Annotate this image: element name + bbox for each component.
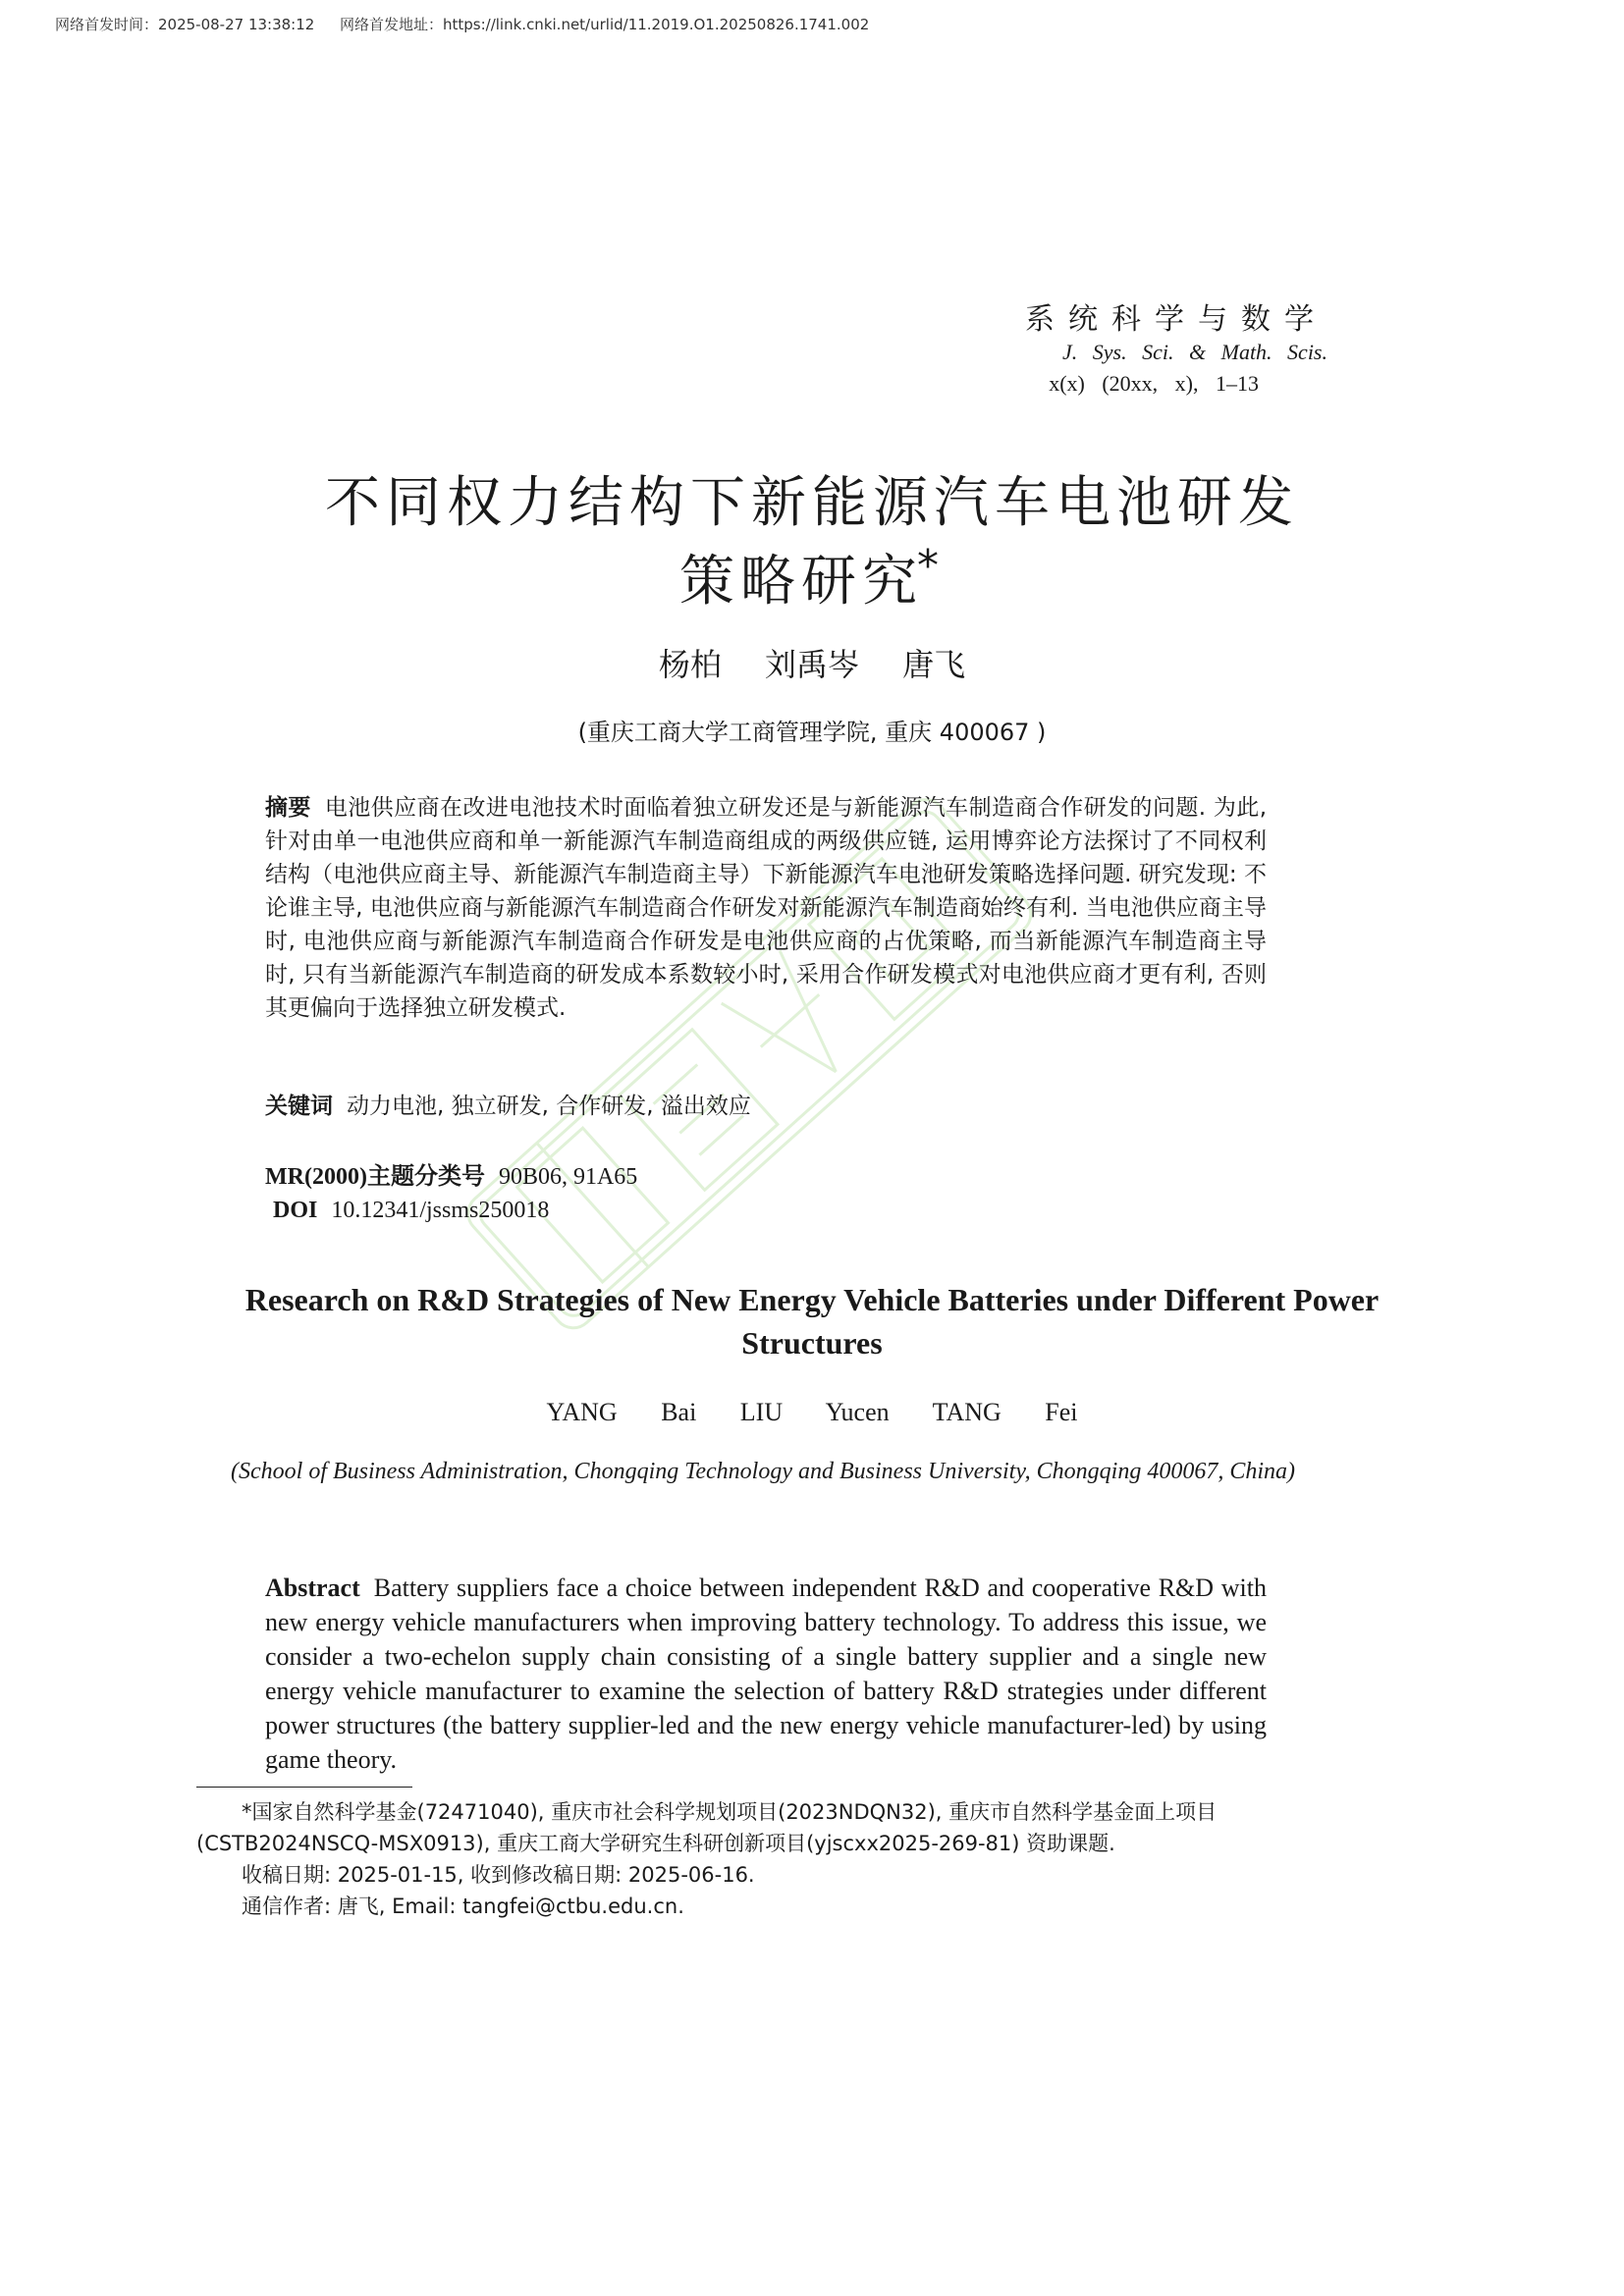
publish-url[interactable]: 网络首发地址：https://link.cnki.net/urlid/11.2019.O1.20250826.1741.002 [340, 16, 870, 33]
journal-volume: x(x) (20xx, x), 1–13 [1049, 371, 1259, 396]
journal-name: 系统科学与数学 [1025, 302, 1327, 337]
cn-keywords-label: 关键词 [265, 1094, 333, 1119]
received-dates: 收稿日期: 2025-01-15, 收到修改稿日期: 2025-06-16. [242, 1863, 755, 1887]
cn-title-text: 策略研究 [679, 550, 923, 614]
en-abstract-text: Battery suppliers face a choice between independent R&D and cooperative R&D with new energy vehicle manufacturers when improving battery technology. To address this issue, we consider a two-echelon supply chain consisting of a single battery supplier and a single new energy vehicle manufacturer to examine the selection of battery R&D strategies under different power structures (the battery supplier-led and the new energy vehicle manufacturer-led) by using game theory. [265, 1574, 1267, 1774]
cn-abstract-text: 电池供应商在改进电池技术时面临着独立研发还是与新能源汽车制造商合作研发的问题. 为此, 针对由单一电池供应商和单一新能源汽车制造商组成的两级供应链, 运用博弈论方法探讨了不同权利结构（电池供应商主导、新能源汽车制造商主导）下新能源汽车电池研发策略选择问题. 研究发现: 不论谁主导, 电池供应商与新能源汽车制造商合作研发对新能源汽车制造商始终有利. 当电池供应商主导时, 电池供应商与新能源汽车制造商合作研发是电池供应商的占优策略, 而当新能源汽车制造商主导时, 只有当新能源汽车制造商的研发成本系数较小时, 采用合作研发模式对电池供应商才更有利, 否则其更偏向于选择独立研发模式. [265, 795, 1267, 1021]
cn-title-line1: 不同权力结构下新能源汽车电池研发 [325, 471, 1299, 535]
en-abstract-label: Abstract [265, 1574, 360, 1602]
mr-label: MR(2000)主题分类号 [265, 1164, 485, 1190]
cn-authors: 杨柏 刘禹岑 唐飞 [658, 646, 966, 683]
corresponding-author: 通信作者: 唐飞, Email: tangfei@ctbu.edu.cn. [242, 1895, 684, 1918]
cn-abstract [265, 791, 1267, 1025]
publish-time: 网络首发时间：2025-08-27 13:38:12 [55, 16, 315, 33]
en-authors: YANG Bai LIU Yucen TANG Fei [546, 1398, 1078, 1426]
doi [273, 1198, 549, 1224]
en-abstract [265, 1571, 1267, 1777]
footnote-rule [196, 1787, 412, 1788]
en-title: Research on R&D Strategies of New Energy Vehicle Batteries under Different Power Structures [244, 1282, 1380, 1361]
mr-classification [265, 1156, 637, 1191]
cn-abstract-label: 摘要 [265, 795, 311, 821]
journal-abbreviation: J. Sys. Sci. & Math. Scis. [1062, 340, 1327, 364]
cn-keywords-text: 动力电池, 独立研发, 合作研发, 溢出效应 [347, 1094, 751, 1119]
doi-value[interactable]: 10.12341/jssms250018 [331, 1198, 550, 1223]
mr-codes: 90B06, 91A65 [498, 1164, 638, 1190]
funding-footnote: *国家自然科学基金(72471040), 重庆市社会科学规划项目(2023NDQN32), 重庆市自然科学基金面上项目(CSTB2024NSCQ-MSX0913), 重庆工商大学研究生科研创新项目(yjscxx2025-269-81) 资助课题. [196, 1800, 1218, 1855]
title-footnote-mark: * [917, 541, 945, 592]
cn-keywords [265, 1090, 1267, 1123]
cn-affiliation: (重庆工商大学工商管理学院, 重庆 400067 ) [577, 719, 1047, 746]
en-affiliation: (School of Business Administration, Chongqing Technology and Business University, Chongqing 400067, China) [231, 1459, 1295, 1484]
cn-title-line2 [0, 538, 1624, 616]
doi-label: DOI [273, 1198, 318, 1223]
